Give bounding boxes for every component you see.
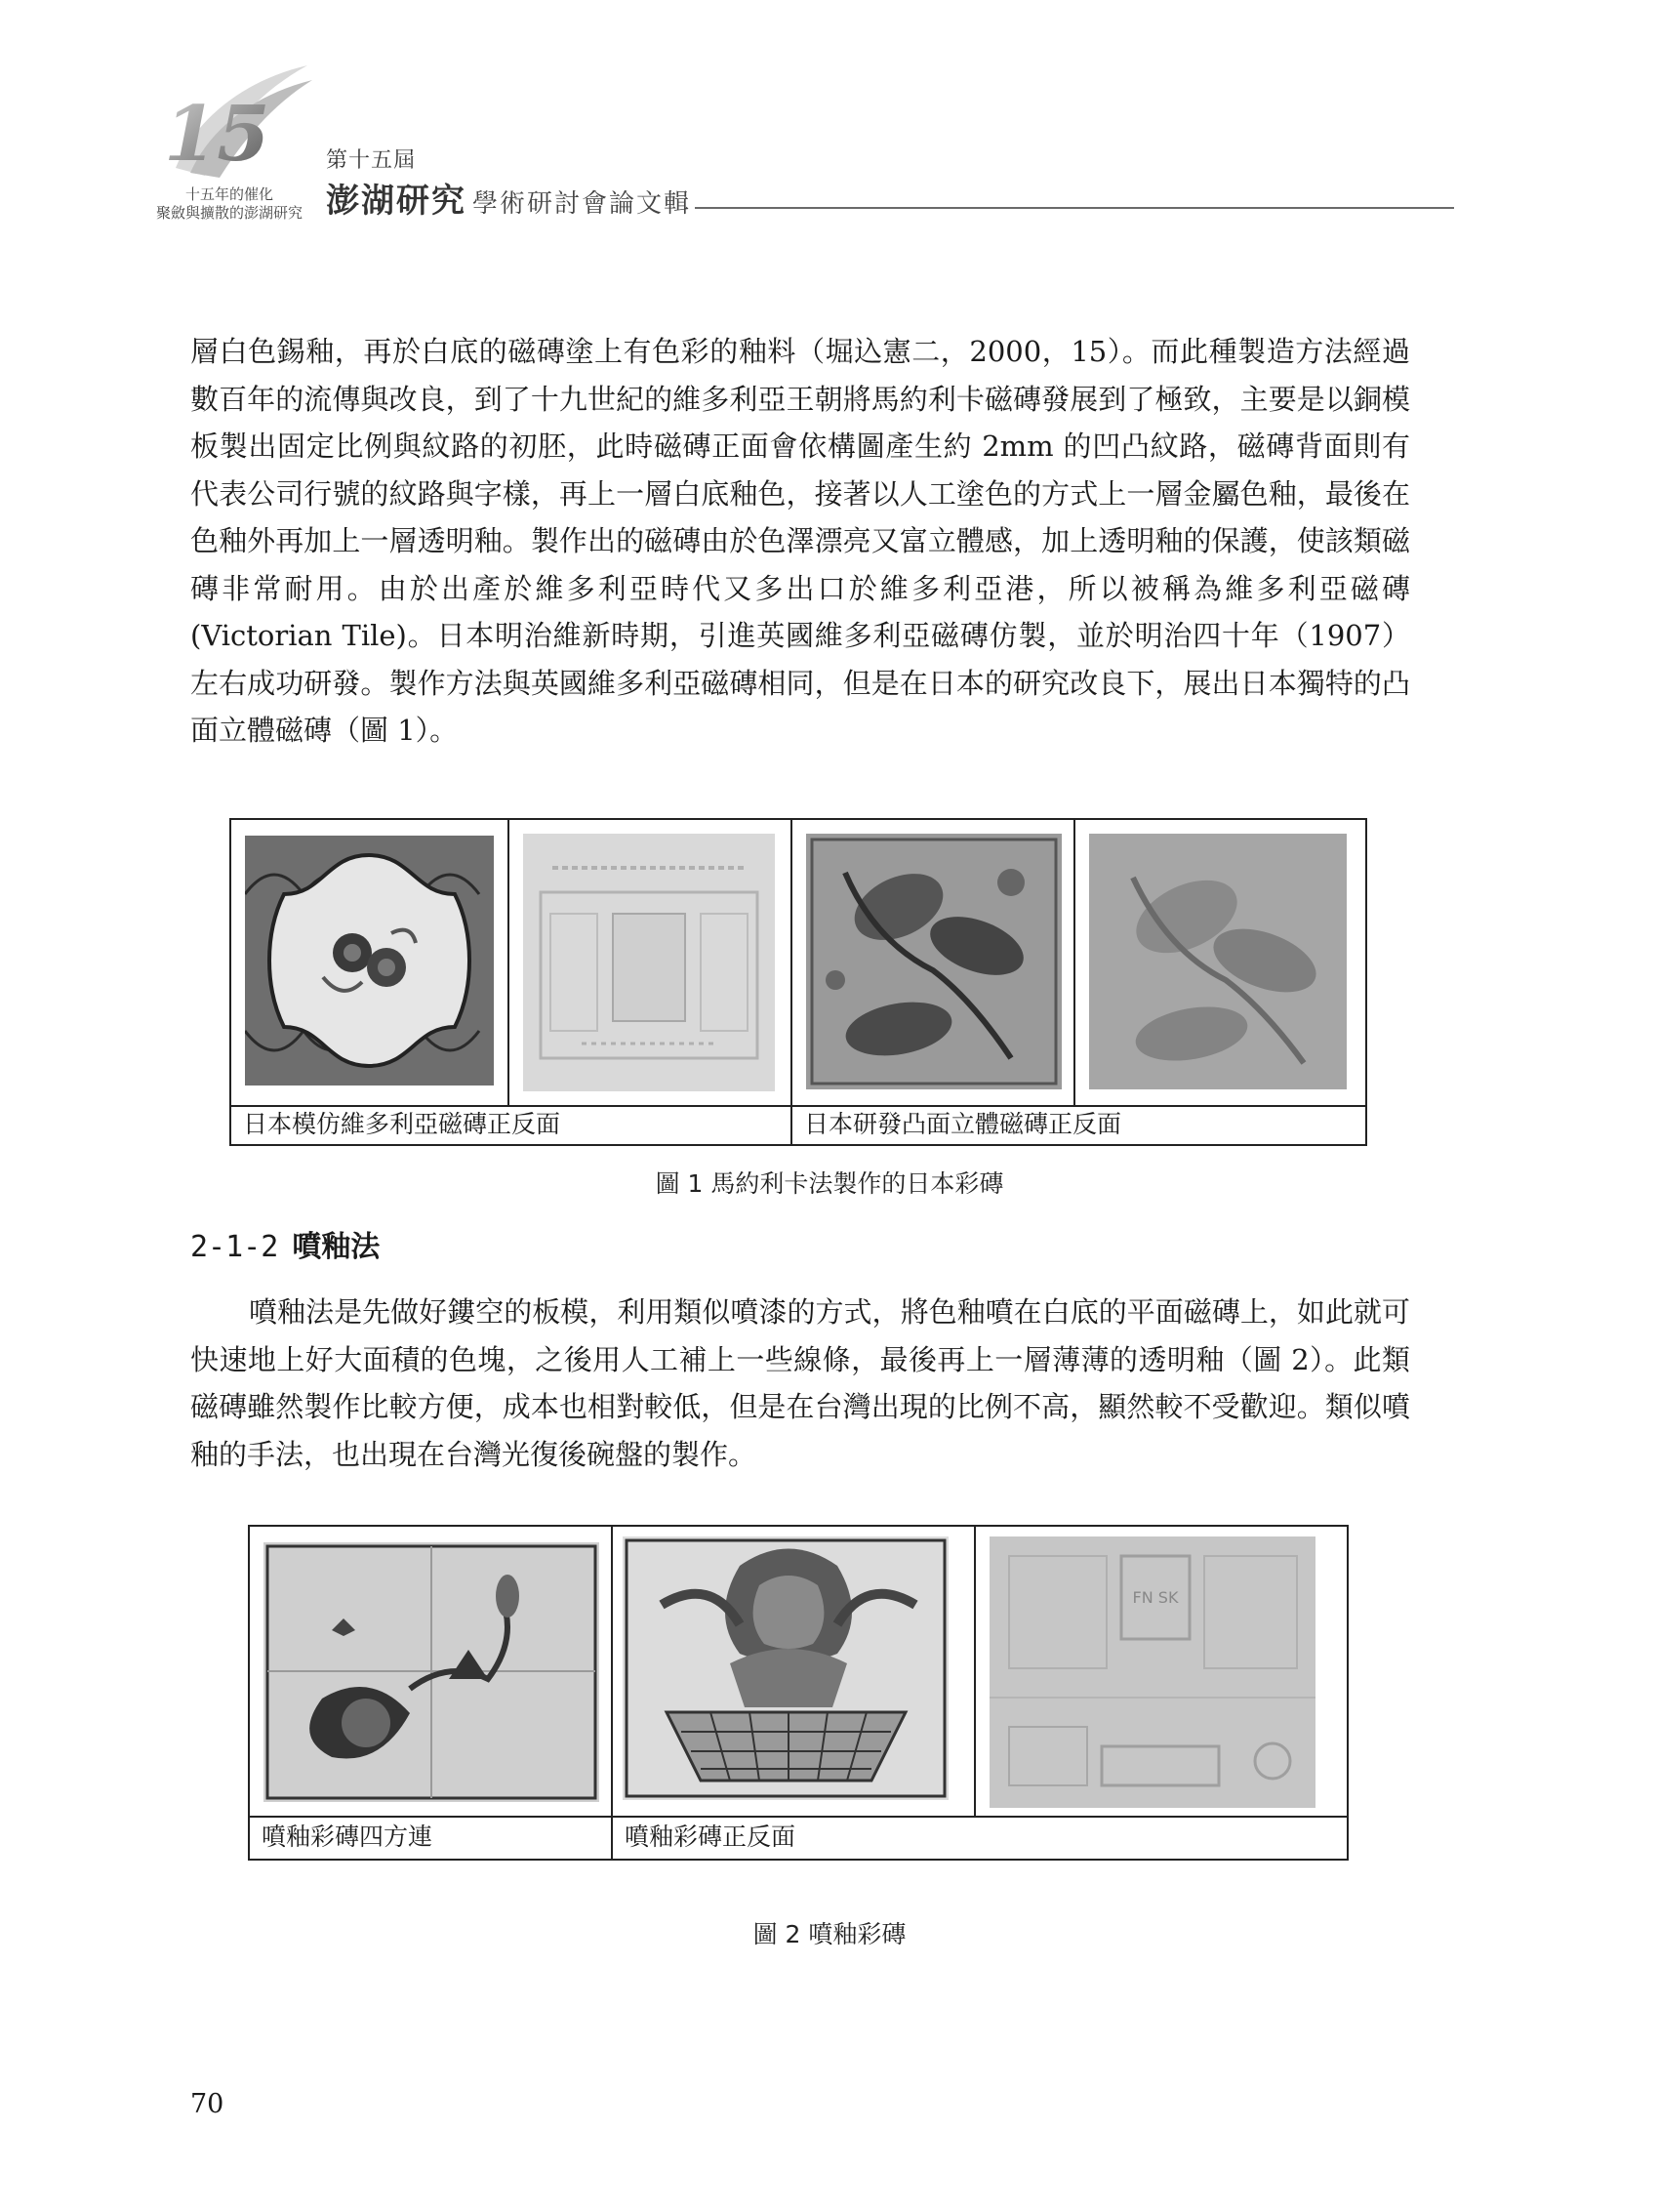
spray-glaze-lotus-basket-image: [623, 1536, 949, 1800]
conference-logo: [137, 61, 322, 222]
figure-2-photo-cell: [976, 1527, 1347, 1816]
page-number: 70: [190, 2089, 224, 2119]
figure-1-photo-cell: [792, 820, 1075, 1105]
figure-1-table: [229, 818, 1367, 1146]
journal-title-sub: 學術研討會論文輯: [472, 189, 692, 219]
spray-glaze-tile-back-image: [990, 1536, 1315, 1808]
figure-2-table: [248, 1525, 1349, 1861]
logo-tagline-1: 十五年的催化: [184, 185, 273, 203]
figure-1-photo-cell: [509, 820, 792, 1105]
section-title: 噴釉法: [292, 1230, 381, 1264]
figure-1-photo-cell: [231, 820, 509, 1105]
figure-2-photo-cell: [250, 1527, 613, 1816]
section-heading: [190, 1222, 380, 1265]
figure-2-photo-cell: [613, 1527, 976, 1816]
victorian-tile-front-image: [245, 836, 494, 1086]
body-paragraph-1: 層白色錫釉，再於白底的磁磚塗上有色彩的釉料（堀込憲二，2000，15）。而此種製造方法經過數百年的流傳與改良，到了十九世紀的維多利亞王朝將馬約利卡磁磚發展到了極致，主要是以銅模板製出固定比例與紋路的初胚，此時磁磚正面會依構圖產生約 2mm 的凹凸紋路，磁磚背面則有代表公司行號的紋路與字樣，再上一層白底釉色，接著以人工塗色的方式上一層金屬色釉，最後在色釉外再加上一層透明釉。製作出的磁磚由於色澤漂亮又富立體感，加上透明釉的保護，使該類磁磚非常耐用。由於出產於維多利亞時代又多出口於維多利亞港，所以被稱為維多利亞磁磚(Victorian Tile)。日本明治維新時期，引進英國維多利亞磁磚仿製，並於明治四十年（1907）左右成功研發。製作方法與英國維多利亞磁磚相同，但是在日本的研究改良下，展出日本獨特的凸面立體磁磚（圖 1）。: [190, 335, 1410, 747]
victorian-tile-back-image: [523, 834, 775, 1091]
relief-tile-front-image: [806, 834, 1062, 1089]
figure-1-label-right: 日本研發凸面立體磁磚正反面: [804, 1110, 1122, 1138]
back-stamp-text: FN SK: [1132, 1588, 1179, 1607]
header-rule: [695, 207, 1454, 209]
journal-title: [326, 174, 691, 222]
logo-15-emblem: [137, 61, 322, 187]
svg-text:15: 15: [164, 90, 270, 179]
figure-2-caption: 圖 2 噴釉彩磚: [752, 1920, 907, 1948]
relief-tile-back-image: [1089, 834, 1347, 1089]
spray-glaze-four-tile-image: [263, 1542, 599, 1802]
figure-1-caption: 圖 1 馬約利卡法製作的日本彩磚: [655, 1169, 1004, 1198]
edition-badge: 第十五屆: [326, 148, 417, 173]
figure-1-photo-cell: [1075, 820, 1365, 1105]
body-paragraph-2-text: 噴釉法是先做好鏤空的板模，利用類似噴漆的方式，將色釉噴在白底的平面磁磚上，如此就可快速地上好大面積的色塊，之後用人工補上一些線條，最後再上一層薄薄的透明釉（圖 2）。此類磁磚雖然製作比較方便，成本也相對較低，但是在台灣出現的比例不高，顯然較不受歡迎。類似噴釉的手法，也出現在台灣光復後碗盤的製作。: [190, 1295, 1410, 1471]
figure-2-label-left: 噴釉彩磚四方連: [250, 1816, 613, 1859]
journal-title-main: 澎湖研究: [326, 182, 466, 221]
figure-1-label-left: 日本模仿維多利亞磁磚正反面: [231, 1105, 792, 1144]
logo-tagline-2: 聚斂與擴散的澎湖研究: [155, 204, 303, 222]
body-paragraph-2: [190, 1289, 1410, 1478]
figure-2-label-right: 噴釉彩磚正反面: [625, 1823, 796, 1851]
section-number: 2-1-2: [190, 1230, 279, 1264]
